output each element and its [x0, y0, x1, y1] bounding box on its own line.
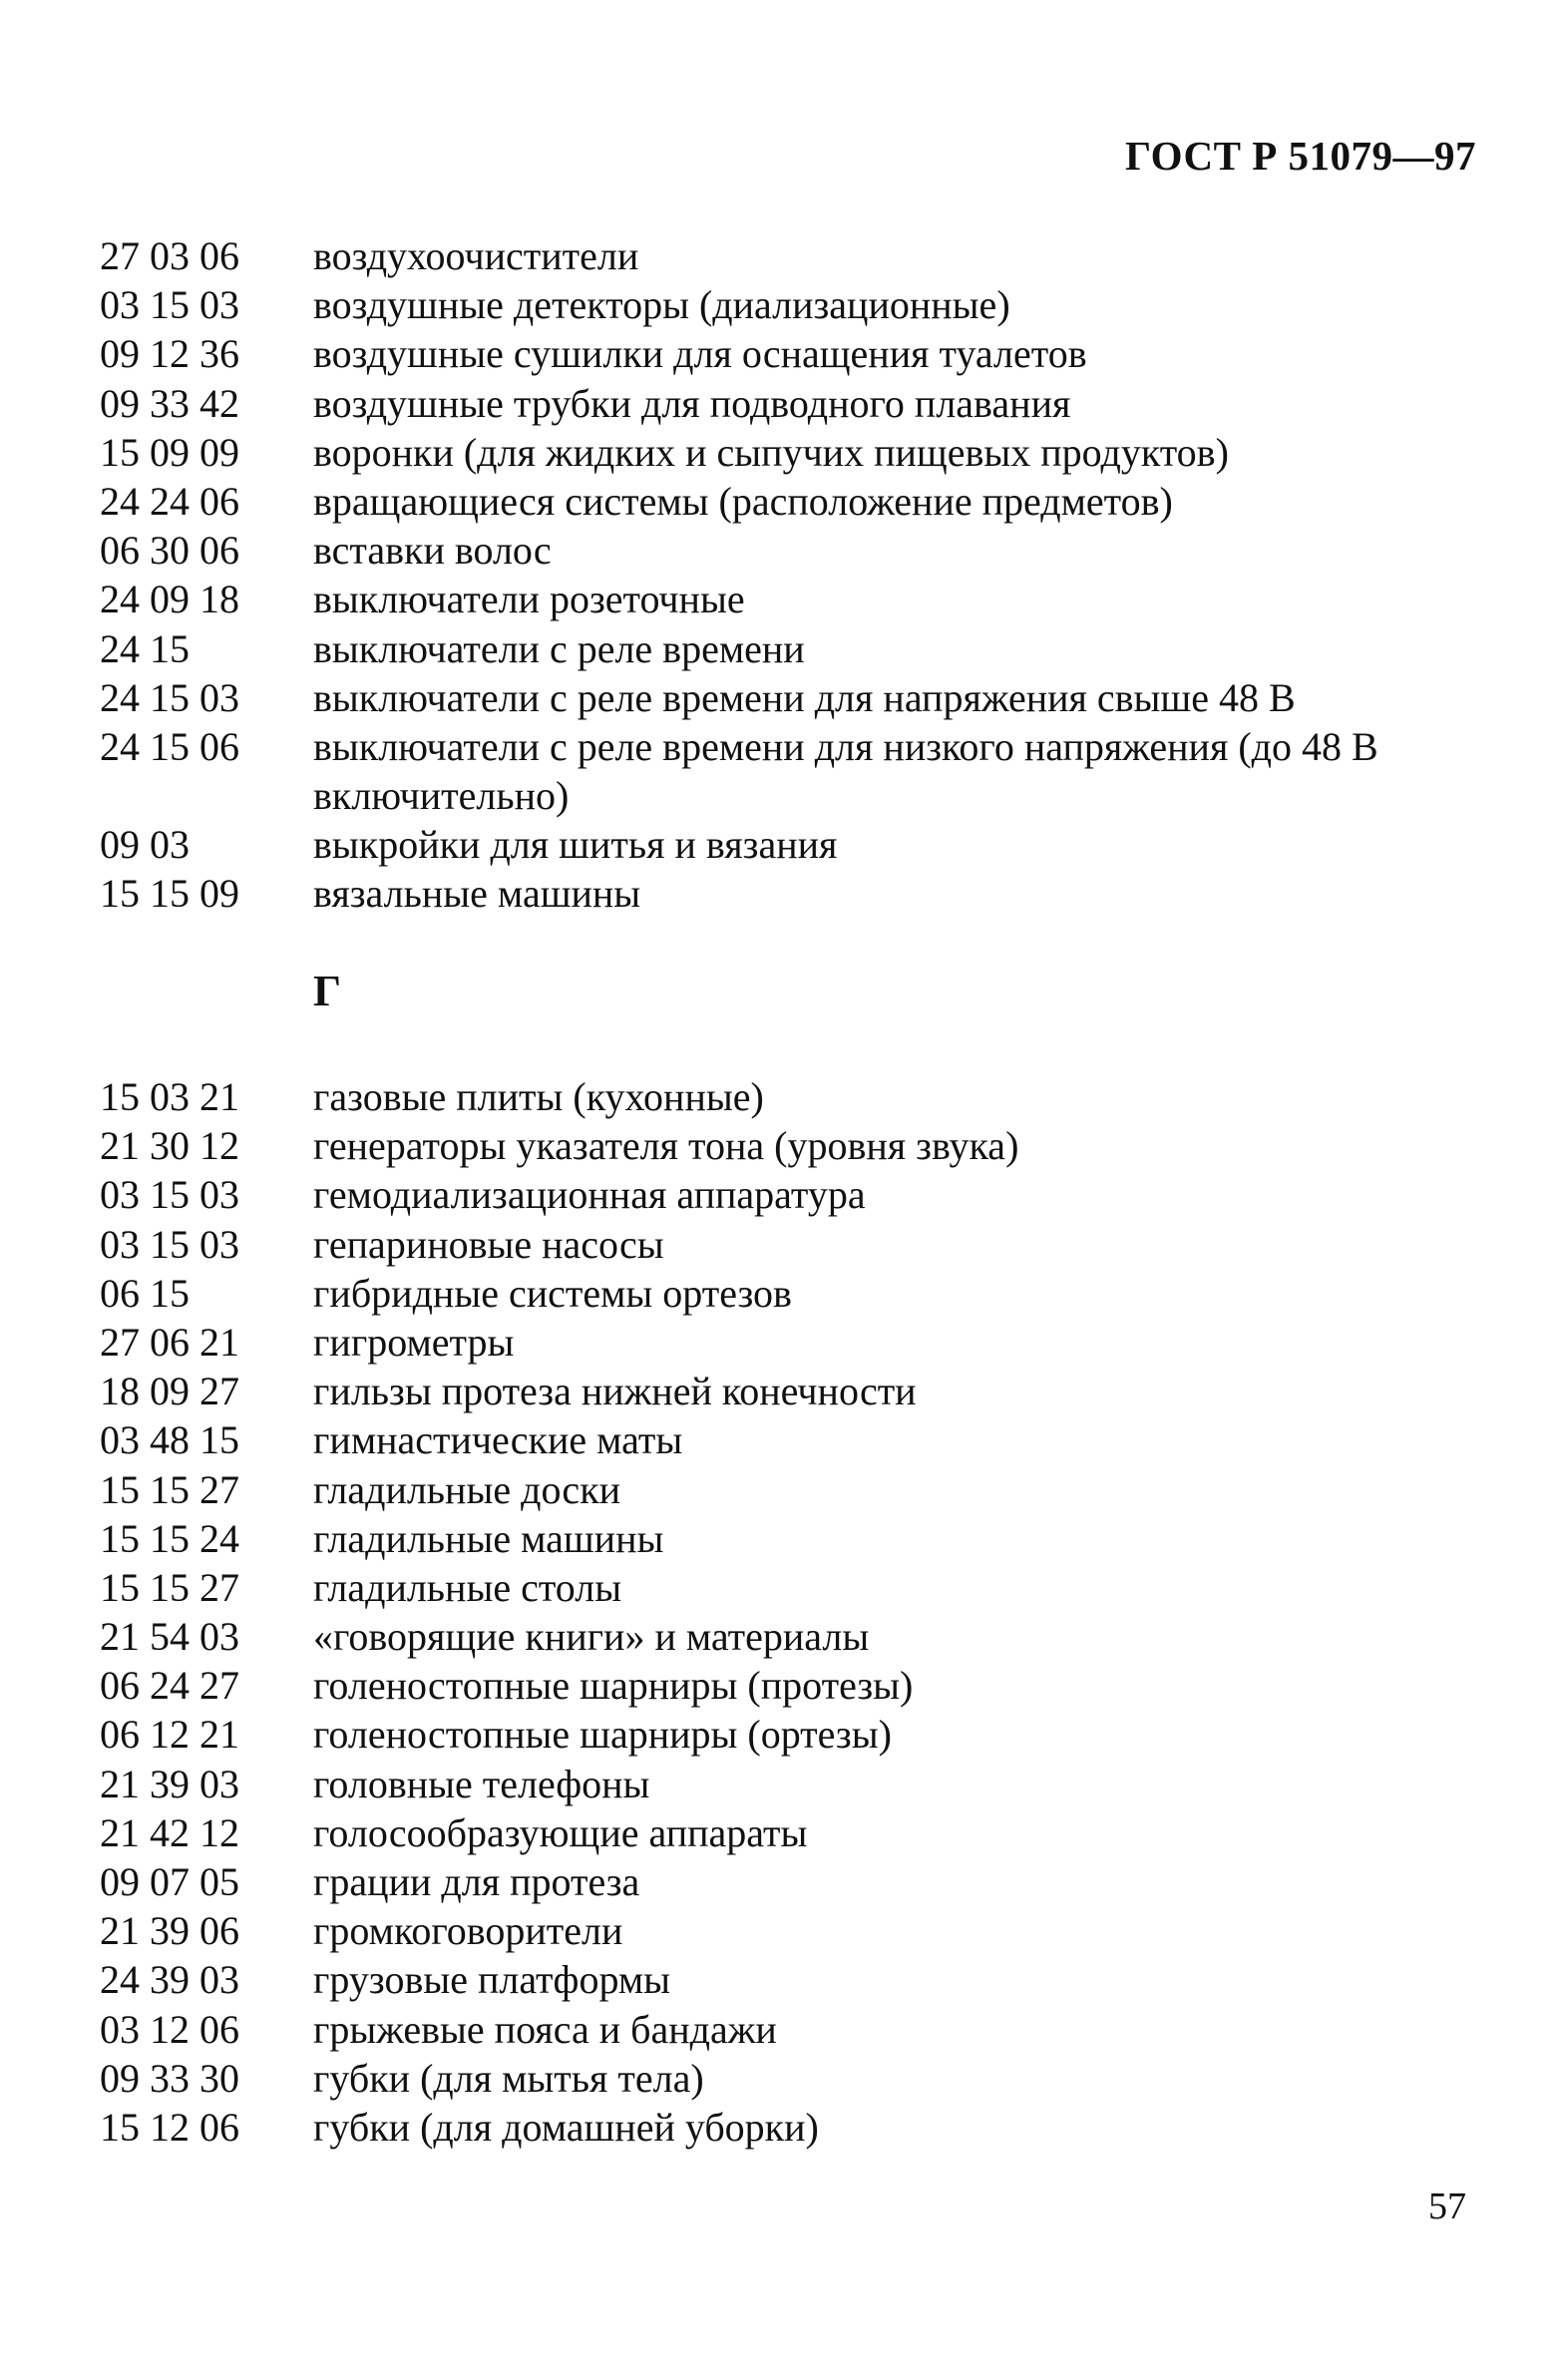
entry-term: громкоговорители	[313, 1908, 623, 1954]
entry-code: 15 15 09	[100, 871, 239, 917]
entry-code: 15 15 27	[100, 1466, 239, 1512]
entry-code: 03 15 03	[100, 282, 239, 328]
entry-code: 21 39 03	[100, 1761, 239, 1806]
list-item	[0, 1612, 1562, 1661]
entry-term: воздушные трубки для подводного плавания	[313, 380, 1071, 426]
list-item	[0, 1514, 1562, 1563]
entry-term: грации для протеза	[313, 1859, 640, 1904]
list-item	[0, 869, 1562, 918]
entry-code: 03 48 15	[100, 1417, 239, 1463]
list-item	[0, 624, 1562, 673]
entry-term: головные телефоны	[313, 1761, 650, 1806]
entry-term: «говорящие книги» и материалы	[313, 1614, 870, 1660]
entry-term: губки (для домашней уборки)	[313, 2104, 819, 2150]
entry-code: 24 15	[100, 625, 190, 671]
list-item	[0, 1857, 1562, 1906]
entry-term: воздухоочистители	[313, 233, 639, 278]
entry-term: воздушные сушилки для оснащения туалетов	[313, 331, 1087, 377]
entry-code: 15 09 09	[100, 429, 239, 475]
entry-code: 15 15 24	[100, 1515, 239, 1561]
entry-code: 03 15 03	[100, 1221, 239, 1267]
entry-code: 21 39 06	[100, 1908, 239, 1954]
entry-code: 15 03 21	[100, 1074, 239, 1119]
list-item	[0, 1121, 1562, 1170]
entry-code: 21 30 12	[100, 1123, 239, 1169]
entry-code: 24 15 03	[100, 674, 239, 720]
list-item	[0, 379, 1562, 428]
entry-term: голосообразующие аппараты	[313, 1809, 808, 1855]
list-item	[0, 1563, 1562, 1612]
entry-term: вращающиеся системы (расположение предметов)	[313, 478, 1173, 524]
entry-term: выключатели с реле времени	[313, 625, 805, 671]
list-item	[0, 1661, 1562, 1710]
list-item	[0, 477, 1562, 526]
document-header: ГОСТ Р 51079—97	[1125, 133, 1476, 179]
entry-code: 06 15	[100, 1270, 190, 1316]
entry-code: 09 12 36	[100, 331, 239, 377]
entry-term: грузовые платформы	[313, 1957, 671, 2003]
list-item	[0, 2054, 1562, 2103]
entry-term: гильзы протеза нижней конечности	[313, 1369, 917, 1414]
list-item	[0, 1269, 1562, 1318]
list-item	[0, 1318, 1562, 1367]
entry-term: воронки (для жидких и сыпучих пищевых продуктов)	[313, 429, 1229, 475]
list-item	[0, 1808, 1562, 1857]
entry-term: гепариновые насосы	[313, 1221, 664, 1267]
list-item	[0, 673, 1562, 722]
list-item	[0, 329, 1562, 378]
entry-term: голеностопные шарниры (протезы)	[313, 1663, 914, 1709]
list-item	[0, 280, 1562, 329]
entry-term: гладильные доски	[313, 1466, 621, 1512]
list-item	[0, 1760, 1562, 1808]
list-item	[0, 1955, 1562, 2004]
list-item	[0, 722, 1562, 820]
page-number: 57	[1428, 2185, 1466, 2227]
entry-term: гладильные машины	[313, 1515, 664, 1561]
entry-code: 15 12 06	[100, 2104, 239, 2150]
entry-term: голеностопные шарниры (ортезы)	[313, 1712, 892, 1758]
list-item	[0, 1415, 1562, 1464]
entry-term: газовые плиты (кухонные)	[313, 1074, 764, 1119]
entry-term: воздушные детекторы (диализационные)	[313, 282, 1010, 328]
entry-code: 09 33 42	[100, 380, 239, 426]
entry-term: выключатели с реле времени для напряжения свыше 48 В	[313, 674, 1296, 720]
entry-term: выкройки для шитья и вязания	[313, 822, 838, 868]
entry-code: 06 24 27	[100, 1663, 239, 1709]
list-item	[0, 428, 1562, 477]
entry-term: генераторы указателя тона (уровня звука)	[313, 1123, 1019, 1169]
entry-code: 18 09 27	[100, 1369, 239, 1414]
entry-term: гибридные системы ортезов	[313, 1270, 792, 1316]
entry-code: 06 12 21	[100, 1712, 239, 1758]
list-item	[0, 820, 1562, 869]
entry-code: 24 09 18	[100, 577, 239, 622]
list-item	[0, 1367, 1562, 1415]
entry-list-section-b	[0, 1072, 1562, 2152]
entry-code: 21 54 03	[100, 1614, 239, 1660]
list-item	[0, 2103, 1562, 2152]
entry-term: вставки волос	[313, 528, 552, 574]
entry-code: 09 33 30	[100, 2055, 239, 2101]
list-item	[0, 575, 1562, 623]
entry-term: гигрометры	[313, 1319, 515, 1365]
entry-term: выключатели с реле времени для низкого напряжения (до 48 В включительно)	[313, 723, 1378, 819]
entry-term: гладильные столы	[313, 1564, 622, 1610]
entry-code: 24 15 06	[100, 723, 239, 769]
section-heading-letter: Г	[313, 967, 341, 1015]
entry-code: 15 15 27	[100, 1564, 239, 1610]
entry-code: 09 03	[100, 822, 190, 868]
list-item	[0, 231, 1562, 280]
list-item	[0, 1710, 1562, 1759]
entry-code: 03 15 03	[100, 1172, 239, 1218]
list-item	[0, 526, 1562, 575]
entry-term: губки (для мытья тела)	[313, 2055, 704, 2101]
entry-code: 03 12 06	[100, 2006, 239, 2052]
entry-code: 06 30 06	[100, 528, 239, 574]
entry-code: 27 03 06	[100, 233, 239, 278]
entry-code: 27 06 21	[100, 1319, 239, 1365]
list-item	[0, 2005, 1562, 2054]
entry-code: 09 07 05	[100, 1859, 239, 1904]
list-item	[0, 1220, 1562, 1269]
list-item	[0, 1906, 1562, 1955]
entry-code: 21 42 12	[100, 1809, 239, 1855]
entry-term: грыжевые пояса и бандажи	[313, 2006, 777, 2052]
entry-term: выключатели розеточные	[313, 577, 745, 622]
list-item	[0, 1465, 1562, 1514]
entry-list-section-a	[0, 231, 1562, 919]
entry-term: гимнастические маты	[313, 1417, 683, 1463]
entry-code: 24 39 03	[100, 1957, 239, 2003]
entry-code: 24 24 06	[100, 478, 239, 524]
entry-term: гемодиализационная аппаратура	[313, 1172, 866, 1218]
entry-term: вязальные машины	[313, 871, 641, 917]
list-item	[0, 1072, 1562, 1121]
list-item	[0, 1170, 1562, 1219]
